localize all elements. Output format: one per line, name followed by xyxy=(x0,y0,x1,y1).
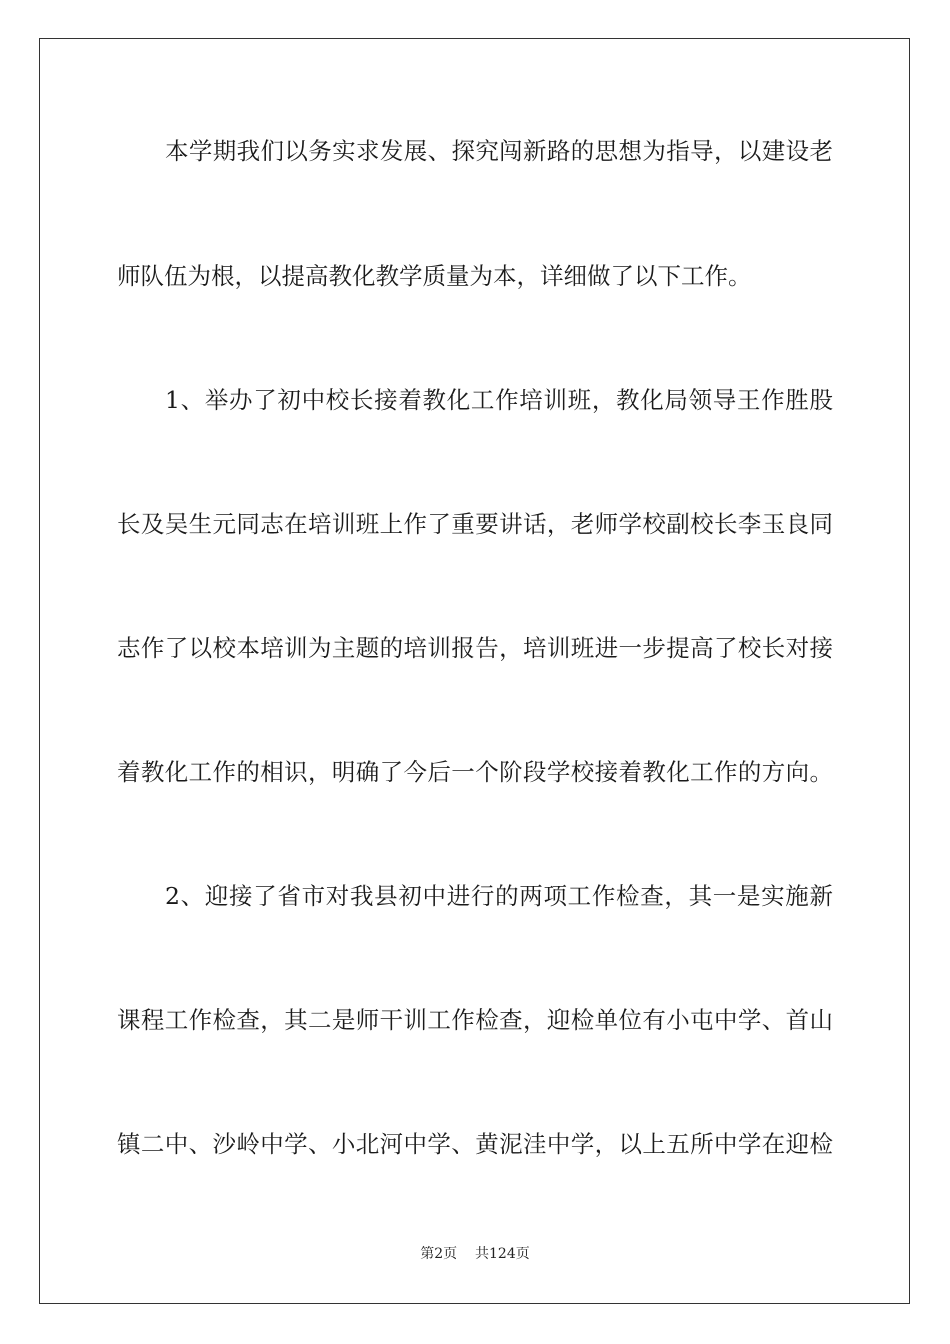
paragraph-line-4: 长及吴生元同志在培训班上作了重要讲话，老师学校副校长李玉良同 xyxy=(117,510,833,538)
page-number: 第2页 xyxy=(420,1246,458,1262)
paragraph-line-9: 镇二中、沙岭中学、小北河中学、黄泥洼中学，以上五所中学在迎检 xyxy=(117,1130,833,1158)
paragraph-line-5: 志作了以校本培训为主题的培训报告，培训班进一步提高了校长对接 xyxy=(117,634,833,662)
paragraph-line-1: 本学期我们以务实求发展、探究闯新路的思想为指导，以建设老 xyxy=(165,137,833,165)
paragraph-line-3: 1、举办了初中校长接着教化工作培训班，教化局领导王作胜股 xyxy=(165,386,833,414)
paragraph-line-6: 着教化工作的相识，明确了今后一个阶段学校接着教化工作的方向。 xyxy=(117,758,833,786)
page-footer xyxy=(0,1245,950,1263)
total-pages: 共124页 xyxy=(475,1246,530,1262)
page-border xyxy=(39,38,910,1304)
paragraph-line-2: 师队伍为根，以提高教化教学质量为本，详细做了以下工作。 xyxy=(117,262,752,290)
paragraph-line-8: 课程工作检查，其二是师干训工作检查，迎检单位有小屯中学、首山 xyxy=(117,1006,833,1034)
paragraph-line-7: 2、迎接了省市对我县初中进行的两项工作检查，其一是实施新 xyxy=(165,882,833,910)
